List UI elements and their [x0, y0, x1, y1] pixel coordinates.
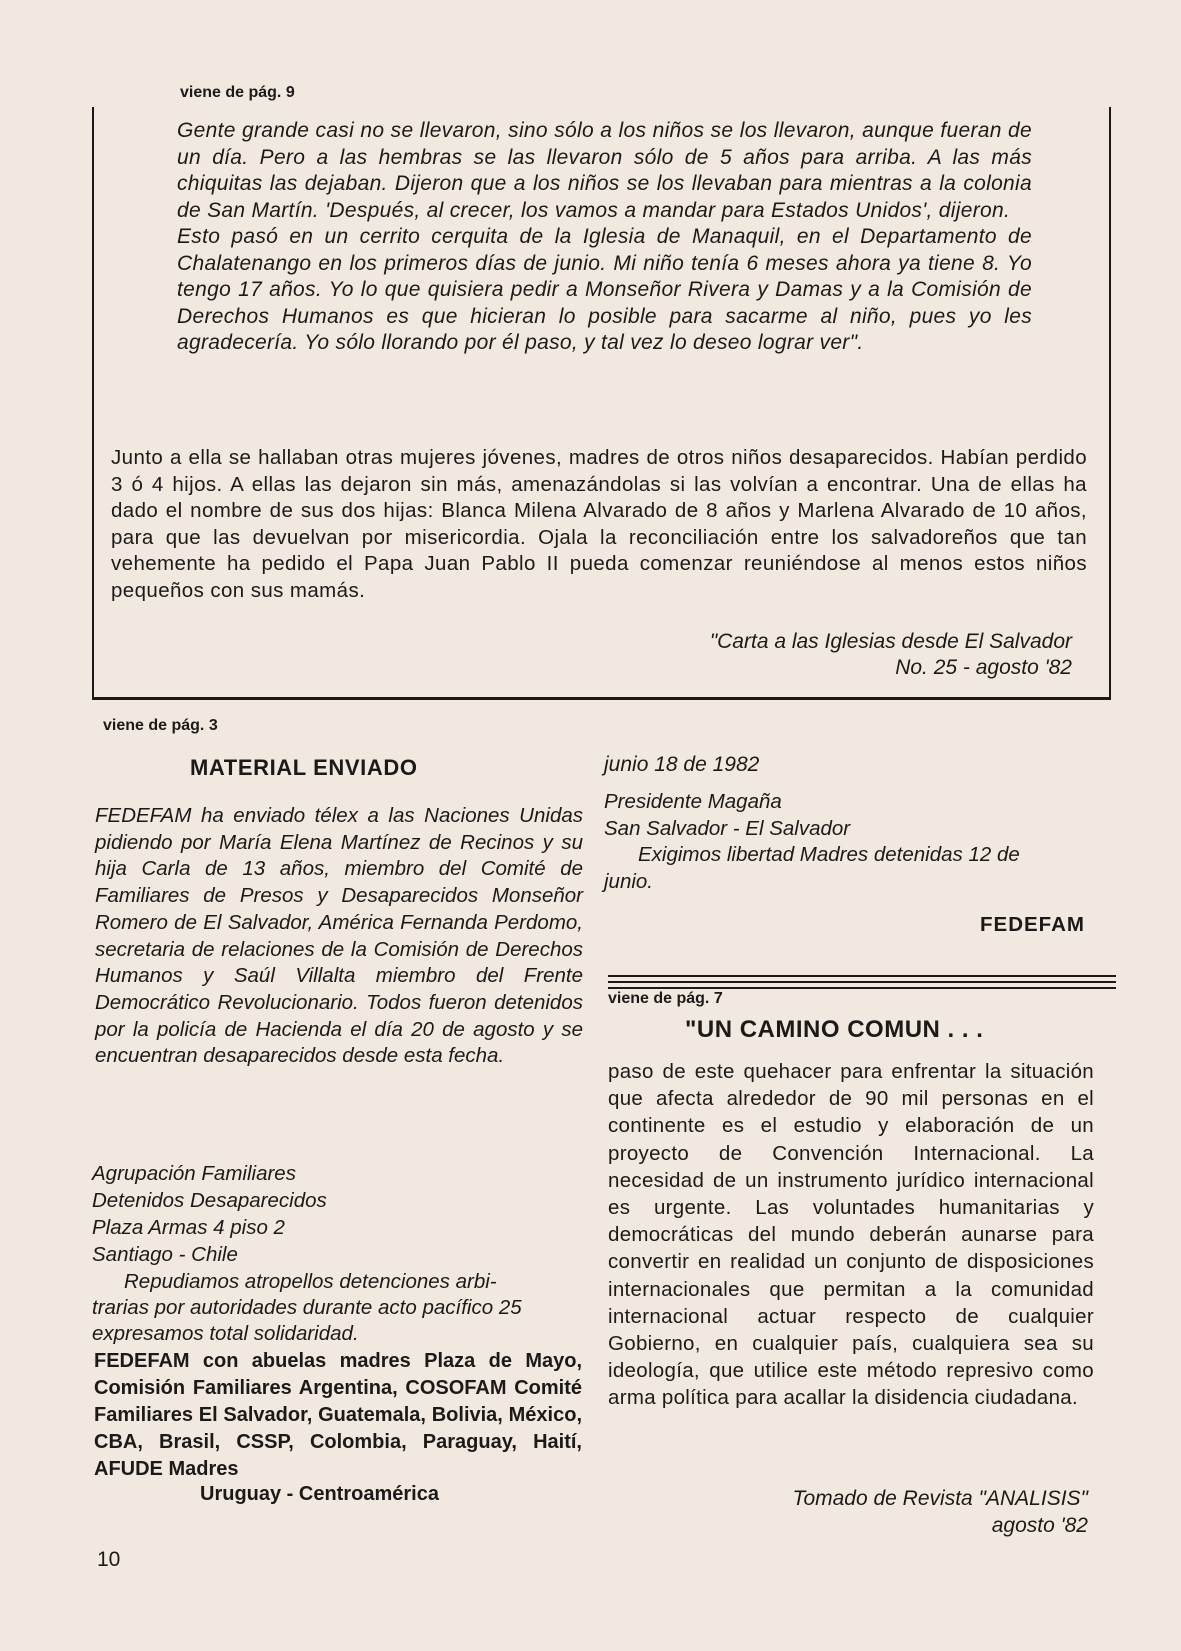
addressee-line: Presidente Magaña [604, 790, 782, 813]
continued-from-label: viene de pág. 7 [608, 990, 723, 1007]
demand-line-1: Exigimos libertad Madres detenidas 12 de [638, 843, 1020, 866]
source-line-1: Tomado de Revista "ANALISIS" [792, 1487, 1088, 1510]
separator-rule [608, 981, 1116, 983]
top-article-source [560, 629, 1072, 681]
top-article-body: Junto a ella se hallaban otras mujeres jóvenes, madres de otros niños desaparecidos. Habían perdido 3 ó 4 hijos. A ellas las dejaron sin más, amenazándolas si las volvían a encontrar. Una de ellas ha dado el nombre de sus dos hijas: Blanca Milena Alvarado de 8 años y Marlena Alvarado de 10 años, para que las devuelvan por misericordia. Ojala la reconciliación entre los salvadoreños que tan vehemente ha pedido el Papa Juan Pablo II pueda comenzar reuniéndose al menos estos niños pequeños con sus mamás. [111, 446, 1087, 602]
article-title: "UN CAMINO COMUN . . . [685, 1016, 984, 1043]
address-line: Detenidos Desaparecidos [92, 1189, 327, 1212]
page-number: 10 [97, 1548, 121, 1571]
section-title: MATERIAL ENVIADO [190, 755, 418, 780]
source-line-1: "Carta a las Iglesias desde El Salvador [709, 630, 1072, 653]
telex-date: junio 18 de 1982 [604, 753, 760, 776]
source-line-2: agosto '82 [991, 1514, 1088, 1537]
address-line: Agrupación Familiares [92, 1162, 296, 1185]
addressee-line: San Salvador - El Salvador [604, 817, 851, 840]
testimony-quote [177, 118, 1032, 357]
address-block [92, 1160, 327, 1268]
demand-rest: junio. [604, 870, 654, 893]
demand-message [604, 841, 1099, 895]
continued-from-label: viene de pág. 3 [103, 717, 218, 734]
signers-last-line: Uruguay - Centroamérica [200, 1483, 439, 1505]
address-line: Plaza Armas 4 piso 2 [92, 1216, 285, 1239]
quote-paragraph-1: Gente grande casi no se llevaron, sino sólo a los niños se los llevaron, aunque fueran de un día. Pero a las hembras se las llevaron sólo de 5 años para arriba. A las más chiquitas las dejaban. Dijeron que a los niños se los llevaban para mientras a la colonia de San Martín. 'Después, al crecer, los vamos a mandar para Estados Unidos', dijeron. [177, 119, 1032, 222]
addressee-block [604, 788, 850, 842]
quote-paragraph-2: Esto pasó en un cerrito cerquita de la Iglesia de Manaquil, en el Departamento de Chalatenango en los primeros días de junio. Mi niño tenía 6 meses ahora ya tiene 8. Yo tengo 17 años. Yo lo que quisiera pedir a Monseñor Rivera y Damas y a la Comisión de Derechos Humanos es que hicieran lo posible para sacarme al niño, pues yo les agradecería. Yo sólo llorando por él paso, y tal vez lo deseo lograr ver". [177, 225, 1032, 354]
telex-line-1: Repudiamos atropellos detenciones arbi- [124, 1270, 497, 1293]
material-text: FEDEFAM ha enviado télex a las Naciones Unidas pidiendo por María Elena Martínez de Recinos y su hija Carla de 13 años, miembro del Comité de Familiares de Presos y Desaparecidos Monseñor Romero de El Salvador, América Fernanda Perdomo, secretaria de relaciones de la Comisión de Derechos Humanos y Saúl Villalta miembro del Frente Democrático Revolucionario. Todos fueron detenidos por la policía de Hacienda el día 20 de agosto y se encuentran desaparecidos desde esta fecha. [95, 804, 583, 1068]
telex-rest: trarias por autoridades durante acto pacífico 25 expresamos total solidaridad. [92, 1296, 522, 1345]
signature: FEDEFAM [980, 913, 1085, 936]
continued-from-label: viene de pág. 9 [180, 84, 295, 101]
article-text: paso de este quehacer para enfrentar la situación que afecta alrededor de 90 mil personas en el continente es el estudio y elaboración de un proyecto de Convención Internacional. La necesidad de un instrumento jurídico internacional es urgente. Las voluntades humanitarias y democráticas del mundo deberán aunarse para convertir en realidad un conjunto de disposiciones internacionales que permitan a la comunidad internacional actuar respecto de cualquier Gobierno, en cualquier país, cualquiera sea su ideología, que utilice este método represivo como arma política para acallar la disidencia ciudadana. [608, 1060, 1094, 1410]
address-line: Santiago - Chile [92, 1243, 238, 1266]
separator-rule [608, 975, 1116, 977]
signers-list: FEDEFAM con abuelas madres Plaza de Mayo, Comisión Familiares Argentina, COSOFAM Comité Familiares El Salvador, Guatemala, Bolivia, México, CBA, Brasil, CSSP, Colombia, Paraguay, Haití, AFUDE Madres [94, 1350, 582, 1480]
article-source [600, 1485, 1088, 1539]
source-line-2: No. 25 - agosto '82 [895, 656, 1072, 679]
telex-message [92, 1269, 582, 1347]
separator-rule [608, 987, 1116, 989]
